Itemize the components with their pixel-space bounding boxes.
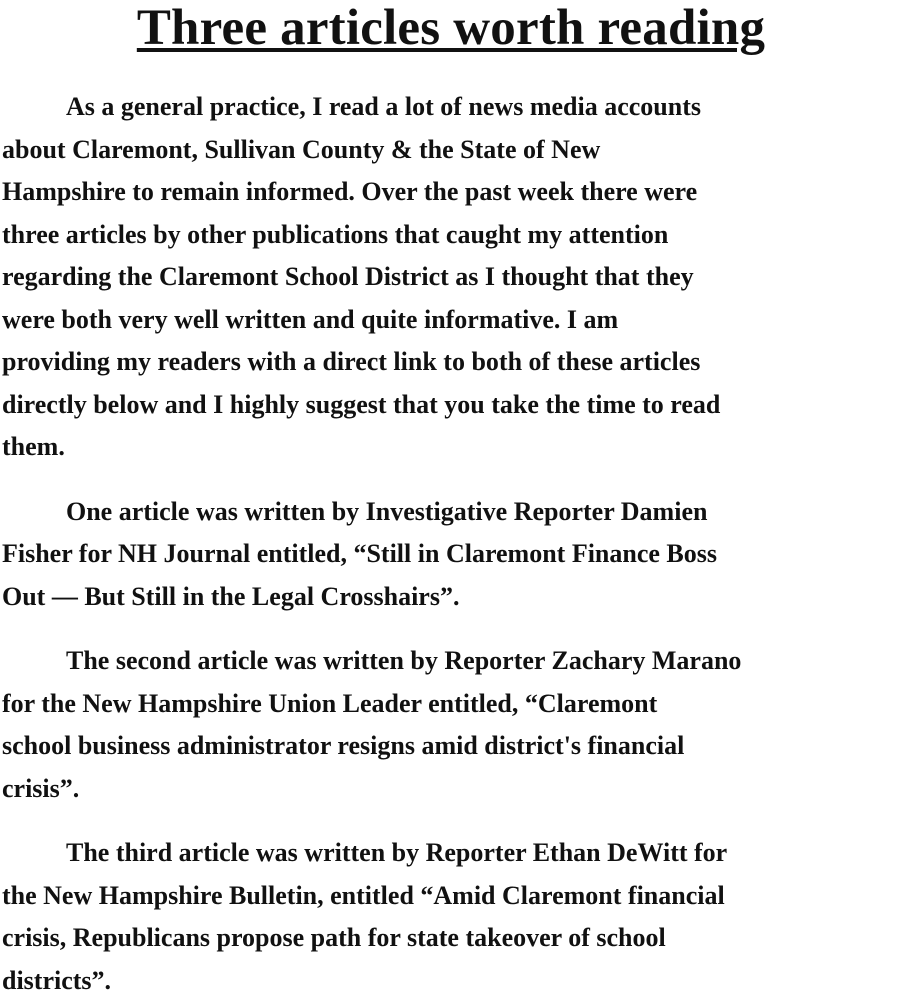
text-line: about Claremont, Sullivan County & the State of New	[2, 129, 900, 172]
text-line: Out — But Still in the Legal Crosshairs”.	[2, 576, 900, 619]
article-body	[2, 86, 900, 1002]
text-line: providing my readers with a direct link to both of these articles	[2, 341, 900, 384]
text-line: Fisher for NH Journal entitled, “Still in Claremont Finance Boss	[2, 533, 900, 576]
text-line: directly below and I highly suggest that you take the time to read	[2, 384, 900, 427]
text-line: crisis”.	[2, 768, 900, 811]
text-line: As a general practice, I read a lot of news media accounts	[2, 86, 900, 129]
text-line: school business administrator resigns amid district's financial	[2, 725, 900, 768]
text-line: the New Hampshire Bulletin, entitled “Amid Claremont financial	[2, 875, 900, 918]
text-line: districts”.	[2, 960, 900, 1002]
text-line: The third article was written by Reporter Ethan DeWitt for	[2, 832, 900, 875]
text-line: Hampshire to remain informed. Over the past week there were	[2, 171, 900, 214]
text-line: The second article was written by Reporter Zachary Marano	[2, 640, 900, 683]
text-line: for the New Hampshire Union Leader entitled, “Claremont	[2, 683, 900, 726]
paragraph-third-article	[2, 832, 900, 1002]
text-line: regarding the Claremont School District as I thought that they	[2, 256, 900, 299]
paragraph-second-article	[2, 640, 900, 810]
paragraph-first-article	[2, 491, 900, 619]
text-line: crisis, Republicans propose path for state takeover of school	[2, 917, 900, 960]
text-line: One article was written by Investigative Reporter Damien	[2, 491, 900, 534]
page-title: Three articles worth reading	[2, 0, 900, 56]
text-line: were both very well written and quite informative. I am	[2, 299, 900, 342]
text-line: three articles by other publications that caught my attention	[2, 214, 900, 257]
paragraph-intro	[2, 86, 900, 469]
text-line: them.	[2, 426, 900, 469]
